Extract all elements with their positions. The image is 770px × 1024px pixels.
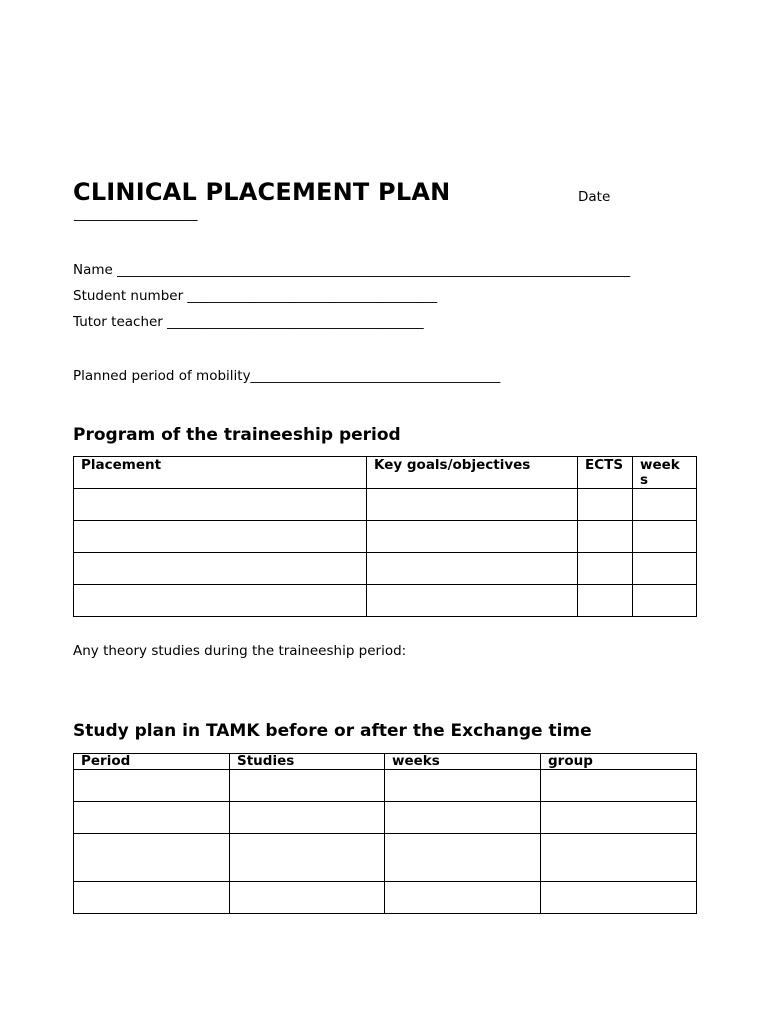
group-cell[interactable]: [541, 770, 697, 802]
table-row: [74, 802, 697, 834]
column-header-weeks: weeks: [385, 754, 541, 770]
group-cell[interactable]: [541, 802, 697, 834]
column-header-ects: ECTS: [578, 457, 633, 489]
group-cell[interactable]: [541, 834, 697, 882]
tutor-teacher-field[interactable]: Tutor teacher ______________________________________: [73, 314, 424, 330]
study-plan-header-row: [74, 754, 697, 770]
weeks-cell[interactable]: [385, 770, 541, 802]
study-plan-heading: Study plan in TAMK before or after the Exchange time: [73, 721, 592, 741]
placement-cell[interactable]: [74, 489, 367, 521]
placement-cell[interactable]: [74, 585, 367, 617]
key-goals-cell[interactable]: [367, 521, 578, 553]
table-row: [74, 770, 697, 802]
key-goals-cell[interactable]: [367, 489, 578, 521]
column-header-period: Period: [74, 754, 230, 770]
weeks-cell[interactable]: [633, 521, 697, 553]
program-header-row: [74, 457, 697, 489]
column-header-group: group: [541, 754, 697, 770]
program-table: [73, 456, 697, 617]
period-cell[interactable]: [74, 882, 230, 914]
period-cell[interactable]: [74, 770, 230, 802]
planned-period-field[interactable]: Planned period of mobility_____________________________________: [73, 368, 501, 384]
weeks-cell[interactable]: [385, 882, 541, 914]
weeks-cell[interactable]: [633, 489, 697, 521]
table-row: [74, 521, 697, 553]
weeks-cell[interactable]: [385, 834, 541, 882]
column-header-key-goals: Key goals/objectives: [367, 457, 578, 489]
student-number-field[interactable]: Student number _____________________________________: [73, 288, 438, 304]
date-field-line[interactable]: ___________________: [74, 207, 198, 222]
weeks-cell[interactable]: [385, 802, 541, 834]
column-header-studies: Studies: [230, 754, 385, 770]
name-field[interactable]: Name ____________________________________________________________________________: [73, 262, 631, 278]
date-label: Date: [578, 189, 611, 205]
ects-cell[interactable]: [578, 553, 633, 585]
column-header-weeks: week s: [633, 457, 697, 489]
weeks-cell[interactable]: [633, 553, 697, 585]
key-goals-cell[interactable]: [367, 553, 578, 585]
studies-cell[interactable]: [230, 834, 385, 882]
group-cell[interactable]: [541, 882, 697, 914]
table-row: [74, 834, 697, 882]
studies-cell[interactable]: [230, 802, 385, 834]
table-row: [74, 553, 697, 585]
placement-cell[interactable]: [74, 553, 367, 585]
ects-cell[interactable]: [578, 489, 633, 521]
studies-cell[interactable]: [230, 882, 385, 914]
ects-cell[interactable]: [578, 521, 633, 553]
document-title: CLINICAL PLACEMENT PLAN: [73, 178, 451, 206]
program-heading: Program of the traineeship period: [73, 425, 401, 445]
column-header-placement: Placement: [74, 457, 367, 489]
table-row: [74, 882, 697, 914]
period-cell[interactable]: [74, 834, 230, 882]
period-cell[interactable]: [74, 802, 230, 834]
weeks-cell[interactable]: [633, 585, 697, 617]
study-plan-table: [73, 753, 697, 914]
ects-cell[interactable]: [578, 585, 633, 617]
studies-cell[interactable]: [230, 770, 385, 802]
key-goals-cell[interactable]: [367, 585, 578, 617]
table-row: [74, 585, 697, 617]
placement-cell[interactable]: [74, 521, 367, 553]
theory-studies-note: Any theory studies during the traineeship period:: [73, 643, 407, 659]
table-row: [74, 489, 697, 521]
